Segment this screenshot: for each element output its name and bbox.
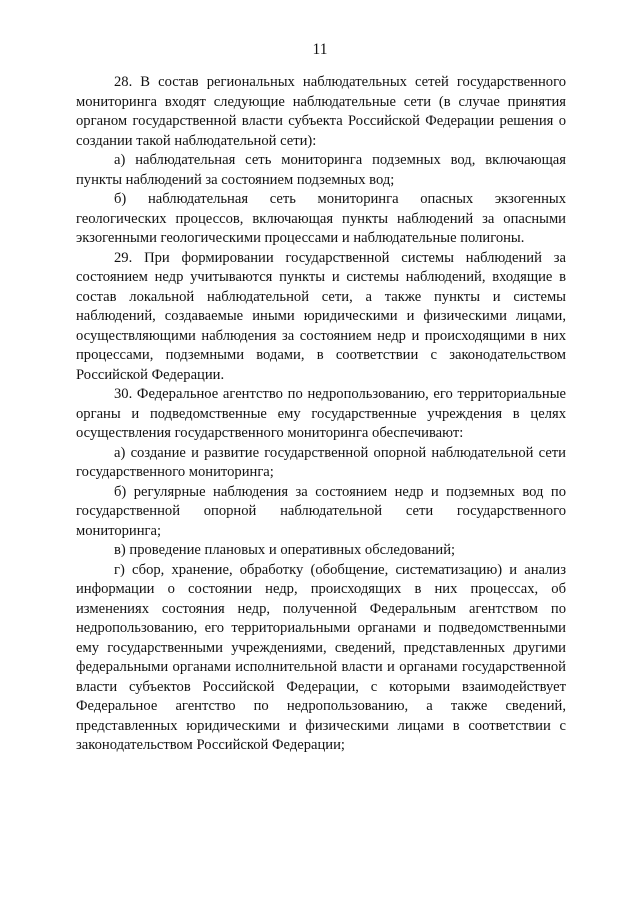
paragraph-30-v: в) проведение плановых и оперативных обследований; (114, 542, 456, 558)
page-number: 11 (312, 41, 328, 58)
paragraph-30: 30. Федеральное агентство по недропользованию, его территориальные органы и подведомственные ему государственные учреждения в целях осуществления государственного мониторинга обеспечивают: (76, 386, 566, 441)
paragraph-30-g: г) сбор, хранение, обработку (обобщение, систематизацию) и анализ информации о состоянии недр, происходящих в них процессах, об изменениях состояния недр, полученной Федеральным агентством по недропользованию, его территориальными органами и подведомственными ему государственными учреждениями, сведений, представленных другими федеральными органами исполнительной власти и органами государственной власти субъектов Российской Федерации, с которыми взаимодействует Федеральное агентство по недропользованию, а также сведений, представленных юридическими и физическими лицами в соответствии с законодательством Российской Федерации; (76, 561, 566, 753)
paragraph-28: 28. В состав региональных наблюдательных сетей государственного мониторинга входят следующие наблюдательные сети (в случае принятия органом государственной власти субъекта Российской Федерации решения о создании такой наблюдательной сети): (76, 74, 566, 149)
paragraph-28-b: б) наблюдательная сеть мониторинга опасных экзогенных геологических процессов, включающая пункты наблюдений за опасными экзогенными геологическими процессами и наблюдательные полигоны. (76, 191, 566, 246)
paragraph-28-a: а) наблюдательная сеть мониторинга подземных вод, включающая пункты наблюдений за состоянием подземных вод; (76, 152, 566, 188)
paragraph-30-b: б) регулярные наблюдения за состоянием недр и подземных вод по государственной опорной наблюдательной сети государственного мониторинга; (76, 483, 566, 539)
paragraph-30-a: а) создание и развитие государственной опорной наблюдательной сети государственного мониторинга; (76, 444, 566, 480)
paragraph-29: 29. При формировании государственной системы наблюдений за состоянием недр учитываются пункты и системы наблюдений, входящие в состав локальной наблюдательной сети, а также пункты и системы наблюдений, создаваемые иными юридическими и физическими лицами, осуществляющими наблюдения за состоянием недр и происходящими в них процессами, подземными водами, в соответствии с законодательством Российской Федерации. (76, 249, 566, 383)
document-body (76, 73, 566, 756)
